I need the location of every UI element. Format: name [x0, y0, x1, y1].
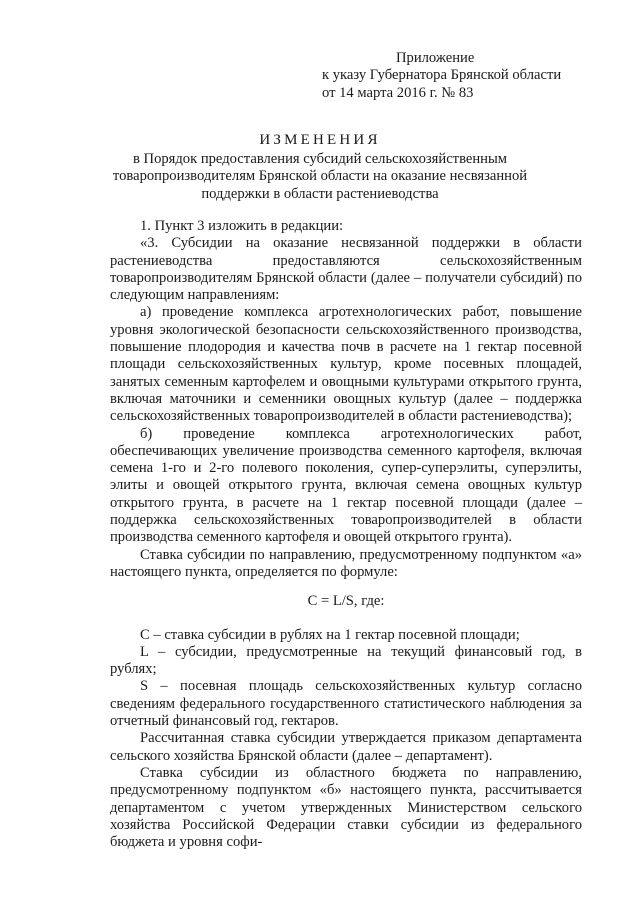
- appendix-label: Приложение: [396, 50, 475, 66]
- formula-def-c: С – ставка субсидии в рублях на 1 гектар посевной площади;: [140, 626, 520, 643]
- formula-def-l: L – субсидии, предусмотренные на текущий финансовый год, в рублях;: [110, 643, 582, 678]
- paragraph-regional-rate: Ставка субсидии из областного бюджета по направлению, предусмотренному подпунктом «б» настоящего пункта, рассчитывается департаментом с учетом утвержденных Министерством сельского хозяйства Российской Федерации ставки субсидии из федерального бюджета и уровня софи-: [110, 764, 582, 851]
- paragraph-item-3-text: «3. Субсидии на оказание несвязанной поддержки в области растениеводства предоставляются сельскохозяйственным товаропроизводителям Брянской области (далее – получатели субсидий) по следующим направлениям:: [110, 235, 582, 304]
- paragraph-subitem-b: б) проведение комплекса агротехнологических работ, обеспечивающих увеличение производства семенного картофеля, включая семена 1-го и 2-го полевого поколения, супер-суперэлиты, суперэлиты, элиты и овощей открытого грунта, включая семена овощных культур открытого грунта, в расчете на 1 гектар посевной площади (далее – поддержка сельскохозяйственных товаропроизводителей в области производства семенного картофеля и овощей открытого грунта).: [110, 425, 582, 546]
- appendix-date: от 14 марта 2016 г. № 83: [322, 84, 474, 101]
- document-body: [110, 218, 582, 851]
- subtitle-line: товаропроизводителям Брянской области на оказание несвязанной: [112, 168, 528, 185]
- document-title: ИЗМЕНЕНИЯ: [259, 132, 381, 148]
- subtitle-line: в Порядок предоставления субсидий сельскохозяйственным: [132, 151, 508, 167]
- paragraph-item-1: 1. Пункт 3 изложить в редакции:: [140, 218, 344, 234]
- paragraph-subitem-a: а) проведение комплекса агротехнологических работ, повышение уровня экологической безопасности сельскохозяйственного производства, повышение плодородия и качества почв в расчете на 1 гектар посевной площади сельскохозяйственных культур, кроме посевных площадей, занятых семенным картофелем и овощными культурами открытого грунта, включая маточники и семенники овощных культур (далее – поддержка сельскохозяйственных товаропроизводителей в области растениеводства);: [110, 304, 582, 425]
- appendix-header: [322, 50, 622, 102]
- formula: С = L/S, где:: [307, 593, 385, 610]
- paragraph-rate-approval: Рассчитанная ставка субсидии утверждается приказом департамента сельского хозяйства Брянской области (далее – департамент).: [110, 730, 582, 764]
- appendix-decree: к указу Губернатора Брянской области: [322, 67, 562, 84]
- subtitle-line: поддержки в области растениеводства: [201, 185, 439, 202]
- formula-def-s: S – посевная площадь сельскохозяйственных культур согласно сведениям федерального государственного статистического наблюдения за отчетный финансовый год, гектаров.: [110, 678, 582, 730]
- paragraph-rate-intro: Ставка субсидии по направлению, предусмотренному подпунктом «а» настоящего пункта, определяется по формуле:: [110, 546, 582, 580]
- document-subtitle: [100, 151, 540, 203]
